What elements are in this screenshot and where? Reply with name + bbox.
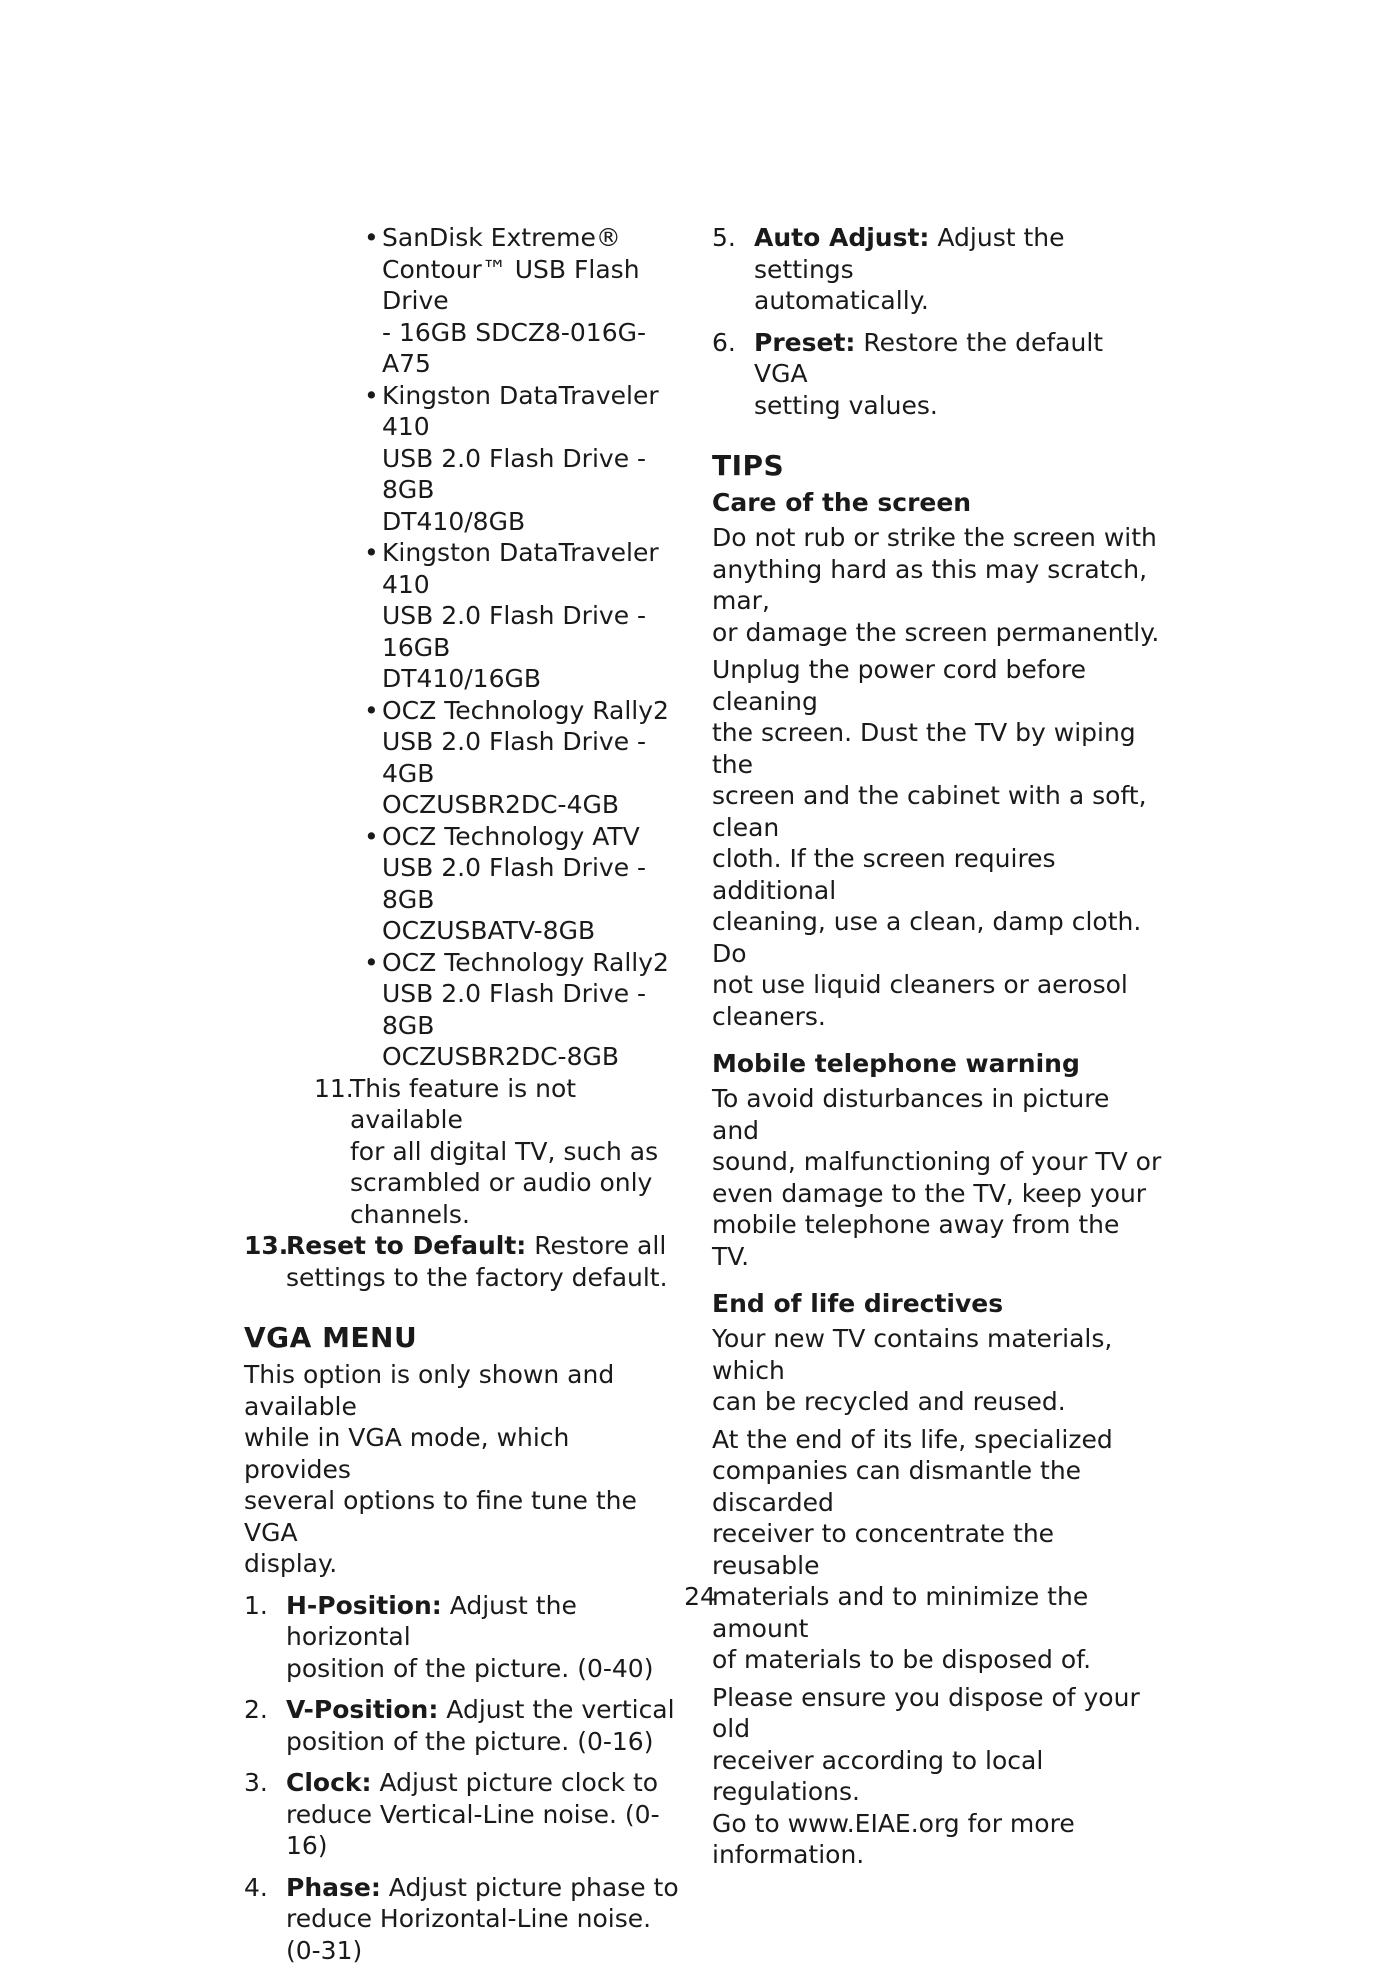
list-item: • Kingston DataTraveler 410 USB 2.0 Flash Drive - 16GB DT410/16GB — [354, 537, 684, 695]
list-item: • Kingston DataTraveler 410 USB 2.0 Flash Drive - 8GB DT410/8GB — [354, 380, 684, 538]
care-paragraph-1: Do not rub or strike the screen with anything hard as this may scratch, mar, or damage the screen permanently. — [712, 523, 1160, 647]
left-column — [244, 222, 684, 1976]
item-label: Auto Adjust: — [754, 223, 930, 252]
care-paragraph-2: Unplug the power cord before cleaning the screen. Dust the TV by wiping the screen and the cabinet with a soft, clean cloth. If the screen requires additional cleaning, use a clean, damp cloth. Do not use liquid cleaners or aerosol cleaners. — [712, 655, 1147, 1031]
list-line: DT410/8GB — [382, 506, 526, 536]
item-number: 1. — [244, 1590, 268, 1620]
list-line: OCZ Technology Rally2 — [382, 947, 669, 977]
subheading-end-of-life: End of life directives — [712, 1289, 1004, 1318]
subheading-mobile-warning: Mobile telephone warning — [712, 1049, 1080, 1078]
list-line: OCZUSBR2DC-8GB — [382, 1042, 620, 1071]
list-line: OCZ Technology Rally2 — [382, 695, 669, 725]
item-number: 13. — [244, 1231, 289, 1260]
eol-paragraph-2: At the end of its life, specialized companies can dismantle the discarded receiver to concentrate the reusable materials and to minimize the amount of materials to be disposed of. — [712, 1424, 1113, 1674]
list-line: USB 2.0 Flash Drive - 8GB — [382, 853, 647, 914]
vga-intro-paragraph: This option is only shown and available while in VGA mode, which provides several options to fine tune the VGA display. — [244, 1360, 637, 1578]
item-number: 3. — [244, 1768, 268, 1797]
footnote-number: 11. — [314, 1073, 354, 1103]
item-label: V-Position: — [286, 1695, 439, 1724]
item-label: H-Position: — [286, 1590, 442, 1620]
list-line: Kingston DataTraveler 410 — [382, 380, 659, 441]
list-line: USB 2.0 Flash Drive - 16GB — [382, 601, 647, 662]
menu-item-auto-adjust: 5. Auto Adjust: Adjust the settings automatically. — [712, 223, 1065, 315]
item-number: 5. — [712, 223, 736, 252]
subheading-care-of-screen: Care of the screen — [712, 488, 972, 517]
list-line: Contour™ USB Flash Drive — [382, 254, 640, 315]
list-line: USB 2.0 Flash Drive - 8GB — [382, 443, 647, 504]
list-line: Kingston DataTraveler 410 — [382, 538, 659, 599]
menu-item-h-position: 1. H-Position: Adjust the horizontal position of the picture. (0-40) — [244, 1590, 654, 1683]
list-line: SanDisk Extreme® — [382, 223, 621, 252]
list-line: OCZUSBR2DC-4GB — [382, 790, 620, 819]
list-item: • SanDisk Extreme® Contour™ USB Flash Drive - 16GB SDCZ8-016G-A75 — [354, 222, 684, 380]
menu-item-clock: 3. Clock: Adjust picture clock to reduce Vertical-Line noise. (0-16) — [244, 1768, 660, 1860]
eol-paragraph-3: Please ensure you dispose of your old receiver according to local regulations. Go to www.EIAE.org for more information. — [712, 1682, 1140, 1869]
right-column — [712, 222, 1162, 1871]
item-label: Reset to Default: — [286, 1231, 527, 1260]
list-line: USB 2.0 Flash Drive - 4GB — [382, 727, 647, 788]
menu-item-phase: 4. Phase: Adjust picture phase to reduce Horizontal-Line noise. (0-31) — [244, 1872, 679, 1965]
page-number: 24 — [684, 1582, 716, 1611]
list-line: OCZUSBATV-8GB — [382, 916, 596, 945]
list-item: • OCZ Technology ATV USB 2.0 Flash Drive - 8GB OCZUSBATV-8GB — [354, 821, 684, 947]
list-line: USB 2.0 Flash Drive - 8GB — [382, 979, 647, 1040]
footnote-11: 11. This feature is not available for all digital TV, such as scrambled or audio only channels. — [314, 1073, 659, 1229]
list-line: DT410/16GB — [382, 664, 541, 693]
eol-paragraph-1: Your new TV contains materials, which can be recycled and reused. — [712, 1324, 1113, 1416]
mobile-paragraph: To avoid disturbances in picture and sound, malfunctioning of your TV or even damage to the TV, keep your mobile telephone away from the TV. — [712, 1084, 1162, 1271]
list-line: - 16GB SDCZ8-016G-A75 — [382, 317, 646, 378]
item-number: 2. — [244, 1695, 268, 1724]
item-number: 4. — [244, 1872, 268, 1902]
item-label: Preset: — [754, 327, 856, 357]
usb-drive-list — [354, 222, 684, 1073]
list-line: OCZ Technology ATV — [382, 821, 640, 851]
menu-item-preset: 6. Preset: Restore the default VGA setting values. — [712, 327, 1104, 420]
section-heading-tips: TIPS — [712, 449, 785, 482]
item-number: 6. — [712, 327, 736, 357]
menu-item-v-position: 2. V-Position: Adjust the vertical position of the picture. (0-16) — [244, 1695, 675, 1756]
item-label: Clock: — [286, 1768, 372, 1797]
list-item: • OCZ Technology Rally2 USB 2.0 Flash Drive - 4GB OCZUSBR2DC-4GB — [354, 695, 684, 821]
section-heading-vga-menu: VGA MENU — [244, 1321, 418, 1354]
menu-item-reset-to-default: 13. Reset to Default: Restore all settings to the factory default. — [244, 1231, 668, 1292]
list-item: • OCZ Technology Rally2 USB 2.0 Flash Drive - 8GB OCZUSBR2DC-8GB — [354, 947, 684, 1073]
item-label: Phase: — [286, 1872, 381, 1902]
